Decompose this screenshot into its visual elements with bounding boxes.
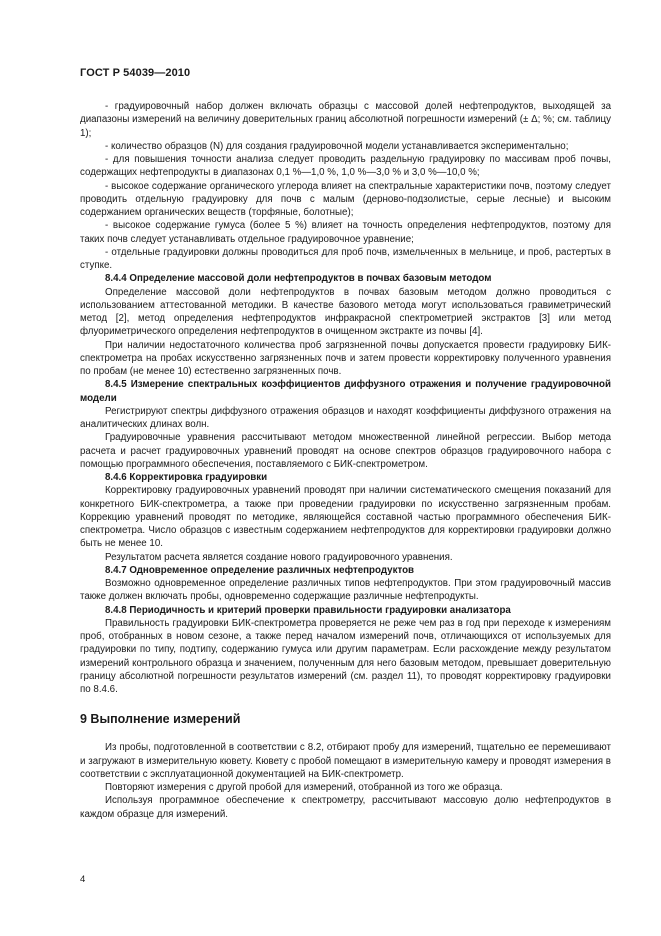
- subsection-title-8-4-5: 8.4.5 Измерение спектральных коэффициентов диффузного отражения и получение градуировочной модели: [80, 379, 611, 404]
- document-header: ГОСТ Р 54039—2010: [80, 67, 191, 79]
- subsection-title-8-4-6: 8.4.6 Корректировка градуировки: [105, 472, 268, 483]
- paragraph: При наличии недостаточного количества проб загрязненной почвы допускается провести градуировку БИК-спектрометра на пробах искусственно загрязненных почв и затем провести корректировку полученного уравнения по пробам (не менее 10) естественно загрязненных почв.: [80, 339, 611, 377]
- paragraph: Используя программное обеспечение к спектрометру, рассчитывают массовую долю нефтепродуктов в каждом образце для измерений.: [80, 795, 611, 820]
- list-item: - для повышения точности анализа следует проводить раздельную градуировку по массивам проб почвы, содержащих нефтепродукты в диапазонах 0,1 %—1,0 %, 1,0 %—3,0 % и 3,0 %—10,0 %;: [80, 154, 611, 179]
- paragraph: Регистрируют спектры диффузного отражения образцов и находят коэффициенты диффузного отражения на аналитических длинах волн.: [80, 405, 611, 430]
- paragraph: Повторяют измерения с другой пробой для измерений, отобранной из того же образца.: [105, 782, 503, 793]
- paragraph: Результатом расчета является создание нового градуировочного уравнения.: [105, 551, 453, 563]
- section-title-9: 9 Выполнение измерений: [80, 712, 241, 727]
- list-item: - высокое содержание гумуса (более 5 %) влияет на точность определения нефтепродуктов, поэтому для таких почв следует устанавливать отдельное градуировочное уравнение;: [80, 220, 611, 245]
- subsection-title-8-4-4: 8.4.4 Определение массовой доли нефтепродуктов в почвах базовым методом: [105, 273, 492, 285]
- list-item: - количество образцов (N) для создания градуировочной модели устанавливается экспериментально;: [105, 140, 569, 152]
- paragraph: Градуировочные уравнения рассчитывают методом множественной линейной регрессии. Выбор метода расчета и расчет градуировочных уравнений проводят на основе спектров образцов градуировочного набора с помощью программного обеспечения, поставляемого с БИК-спектрометром.: [80, 432, 611, 470]
- list-item: - отдельные градуировки должны проводиться для проб почв, измельченных в мельнице, и проб, растертых в ступке.: [80, 246, 611, 271]
- subsection-title-8-4-7: 8.4.7 Одновременное определение различных нефтепродуктов: [105, 564, 415, 576]
- paragraph: Корректировку градуировочных уравнений проводят при наличии систематического смещения показаний для конкретного БИК-спектрометра, а также при проведении градуировки по искусственно загрязненным пробам. Коррекцию уравнений проводят по методике, являющейся составной частью программного обеспечения БИК-спектрометра. Число образцов с известным содержанием нефтепродуктов для корректировки градуировки должно быть не менее 10.: [80, 485, 611, 550]
- list-item: - высокое содержание органического углерода влияет на спектральные характеристики почв, поэтому следует проводить отдельную градуировку для почв с малым (дерново-подзолистые, серые лесные) и высоким содержанием органических веществ (торфяные, болотные);: [80, 180, 611, 218]
- page-number: 4: [80, 874, 86, 885]
- document-body: [80, 100, 611, 821]
- subsection-title-8-4-8: 8.4.8 Периодичность и критерий проверки правильности градуировки анализатора: [105, 604, 511, 616]
- list-item: - градуировочный набор должен включать образцы с массовой долей нефтепродуктов, выходящей за диапазоны измерений на величину доверительных границ абсолютной погрешности измерений (± Δ; %; см. таблицу 1);: [80, 101, 611, 139]
- paragraph: Определение массовой доли нефтепродуктов в почвах базовым методом должно проводиться с использованием аттестованной методики. В качестве базового метода могут использоваться гравиметрический метод [2], метод определения нефтепродуктов инфракрасной спектрометрией экстрактов [3] или метод флуориметрического определения нефтепродуктов в очищенном экстракте из почвы [4].: [80, 286, 611, 338]
- paragraph: Из пробы, подготовленной в соответствии с 8.2, отбирают пробу для измерений, тщательно ее перемешивают и загружают в измерительную кювету. Кювету с пробой помещают в измерительную камеру и проводят измерения в соответствии с эксплуатационной документацией на БИК-спектрометр.: [80, 742, 611, 780]
- paragraph: Возможно одновременное определение различных типов нефтепродуктов. При этом градуировочный массив также должен включать пробы, одновременно содержащие различные нефтепродукты.: [80, 578, 611, 603]
- paragraph: Правильность градуировки БИК-спектрометра проверяется не реже чем раз в год при переходе к измерениям проб, отобранных в новом сезоне, а также перед началом измерений почв, отличающихся от используемых для градуировки по типу, подтипу, содержанию гумуса или другим параметрам. Если расхождение между результатом измерений контрольного образца и значением, полученным для него базовым методом, превышает доверительную границу абсолютной погрешности результатов измерений (см. раздел 11), то проводят корректировку градуировки по 8.4.6.: [80, 617, 611, 695]
